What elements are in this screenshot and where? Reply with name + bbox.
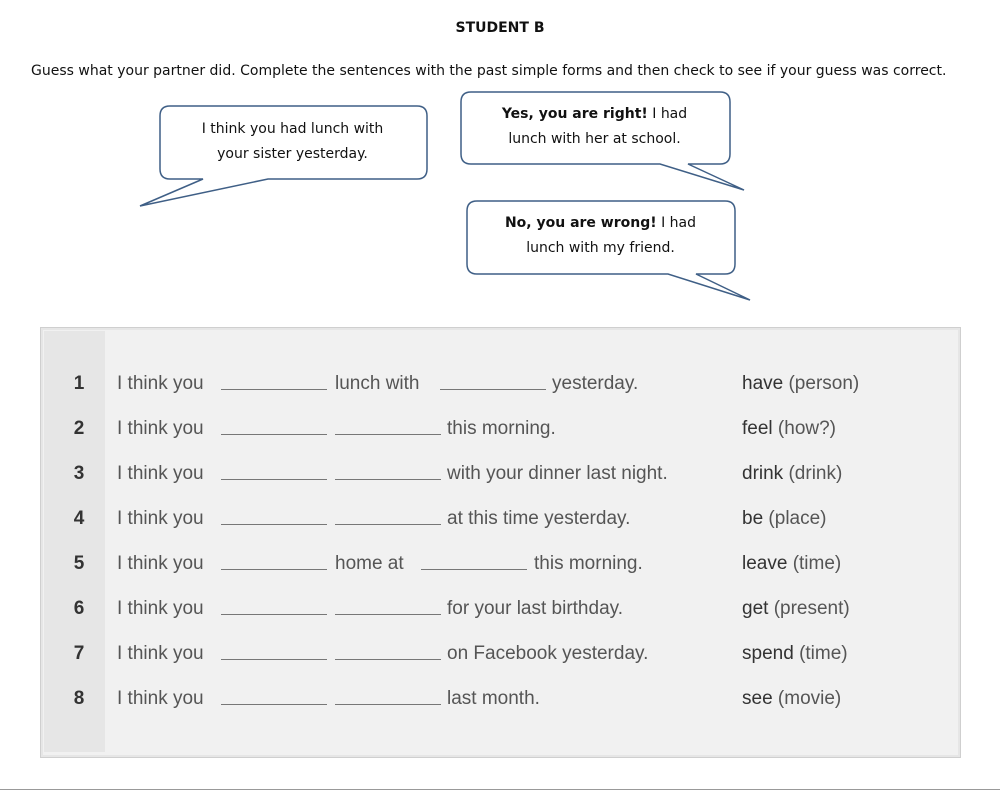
sentence-end: with your dinner last night. xyxy=(447,463,668,484)
bubble-right-text xyxy=(466,102,723,152)
bottom-divider xyxy=(0,789,1000,790)
sentence-middle: home at xyxy=(335,553,404,574)
bubble-right-bold: Yes, you are right! xyxy=(501,106,648,122)
answer-blank[interactable] xyxy=(221,389,327,390)
sentence-end: on Facebook yesterday. xyxy=(447,643,649,664)
hint-verb: spend xyxy=(742,643,794,664)
exercise-row xyxy=(0,634,1000,674)
sentence-end: yesterday. xyxy=(552,373,639,394)
sentence-start: I think you xyxy=(117,598,204,619)
exercise-row xyxy=(0,409,1000,449)
sentence-end: at this time yesterday. xyxy=(447,508,631,529)
answer-blank[interactable] xyxy=(335,614,441,615)
exercise-row xyxy=(0,364,1000,404)
sentence-start: I think you xyxy=(117,418,204,439)
item-number: 4 xyxy=(73,508,85,529)
answer-blank[interactable] xyxy=(335,479,441,480)
hint-cue: (present) xyxy=(773,598,850,619)
answer-blank[interactable] xyxy=(221,569,327,570)
item-number: 5 xyxy=(73,553,85,574)
answer-blank[interactable] xyxy=(221,704,327,705)
sentence-end: this morning. xyxy=(534,553,643,574)
answer-blank[interactable] xyxy=(440,389,546,390)
verb-hint xyxy=(742,409,836,449)
item-number: 8 xyxy=(73,688,85,709)
verb-hint xyxy=(742,454,842,494)
answer-blank[interactable] xyxy=(335,524,441,525)
sentence-end: for your last birthday. xyxy=(447,598,624,619)
page-title: STUDENT B xyxy=(455,20,545,36)
hint-cue: (how?) xyxy=(777,418,836,439)
hint-cue: (place) xyxy=(768,508,827,529)
bubble-wrong-bold: No, you are wrong! xyxy=(504,215,657,231)
hint-verb: leave xyxy=(742,553,788,574)
hint-verb: have xyxy=(742,373,784,394)
hint-verb: see xyxy=(742,688,773,709)
verb-hint xyxy=(742,589,850,629)
exercise-row xyxy=(0,544,1000,584)
verb-hint xyxy=(742,364,859,404)
bubble-right-line2: lunch with her at school. xyxy=(508,131,681,147)
verb-hint xyxy=(742,634,848,674)
exercise-row xyxy=(0,589,1000,629)
answer-blank[interactable] xyxy=(421,569,527,570)
item-number: 2 xyxy=(73,418,85,439)
sentence-start: I think you xyxy=(117,508,204,529)
exercise-row xyxy=(0,499,1000,539)
answer-blank[interactable] xyxy=(335,659,441,660)
sentence-middle: lunch with xyxy=(335,373,420,394)
answer-blank[interactable] xyxy=(221,479,327,480)
bubble-guess-line1: I think you had lunch with xyxy=(201,121,384,137)
bubble-guess-text xyxy=(165,117,420,167)
hint-verb: feel xyxy=(742,418,773,439)
item-number: 3 xyxy=(73,463,85,484)
exercise-row xyxy=(0,454,1000,494)
bubble-right-rest: I had xyxy=(652,106,688,122)
item-number: 6 xyxy=(73,598,85,619)
hint-cue: (time) xyxy=(799,643,848,664)
hint-cue: (drink) xyxy=(788,463,843,484)
hint-verb: be xyxy=(742,508,764,529)
bubble-wrong-line2: lunch with my friend. xyxy=(526,240,675,256)
sentence-end: last month. xyxy=(447,688,540,709)
bubble-wrong-text xyxy=(472,211,729,261)
answer-blank[interactable] xyxy=(221,659,327,660)
exercise-row xyxy=(0,679,1000,719)
sentence-start: I think you xyxy=(117,553,204,574)
answer-blank[interactable] xyxy=(221,614,327,615)
verb-hint xyxy=(742,499,827,539)
answer-blank[interactable] xyxy=(221,524,327,525)
answer-blank[interactable] xyxy=(335,434,441,435)
hint-verb: drink xyxy=(742,463,784,484)
instructions: Guess what your partner did. Complete the sentences with the past simple forms and then check to see if your guess was correct. xyxy=(31,63,947,79)
item-number: 7 xyxy=(73,643,85,664)
verb-hint xyxy=(742,679,841,719)
bubble-wrong-rest: I had xyxy=(661,215,697,231)
item-number: 1 xyxy=(73,373,85,394)
sentence-end: this morning. xyxy=(447,418,556,439)
hint-cue: (time) xyxy=(792,553,842,574)
sentence-start: I think you xyxy=(117,463,204,484)
bubble-guess-line2: your sister yesterday. xyxy=(217,146,368,162)
sentence-start: I think you xyxy=(117,643,204,664)
speech-bubbles xyxy=(0,0,1000,320)
hint-cue: (person) xyxy=(788,373,860,394)
answer-blank[interactable] xyxy=(335,704,441,705)
sentence-start: I think you xyxy=(117,688,204,709)
answer-blank[interactable] xyxy=(221,434,327,435)
verb-hint xyxy=(742,544,841,584)
sentence-start: I think you xyxy=(117,373,204,394)
hint-cue: (movie) xyxy=(777,688,842,709)
hint-verb: get xyxy=(742,598,769,619)
